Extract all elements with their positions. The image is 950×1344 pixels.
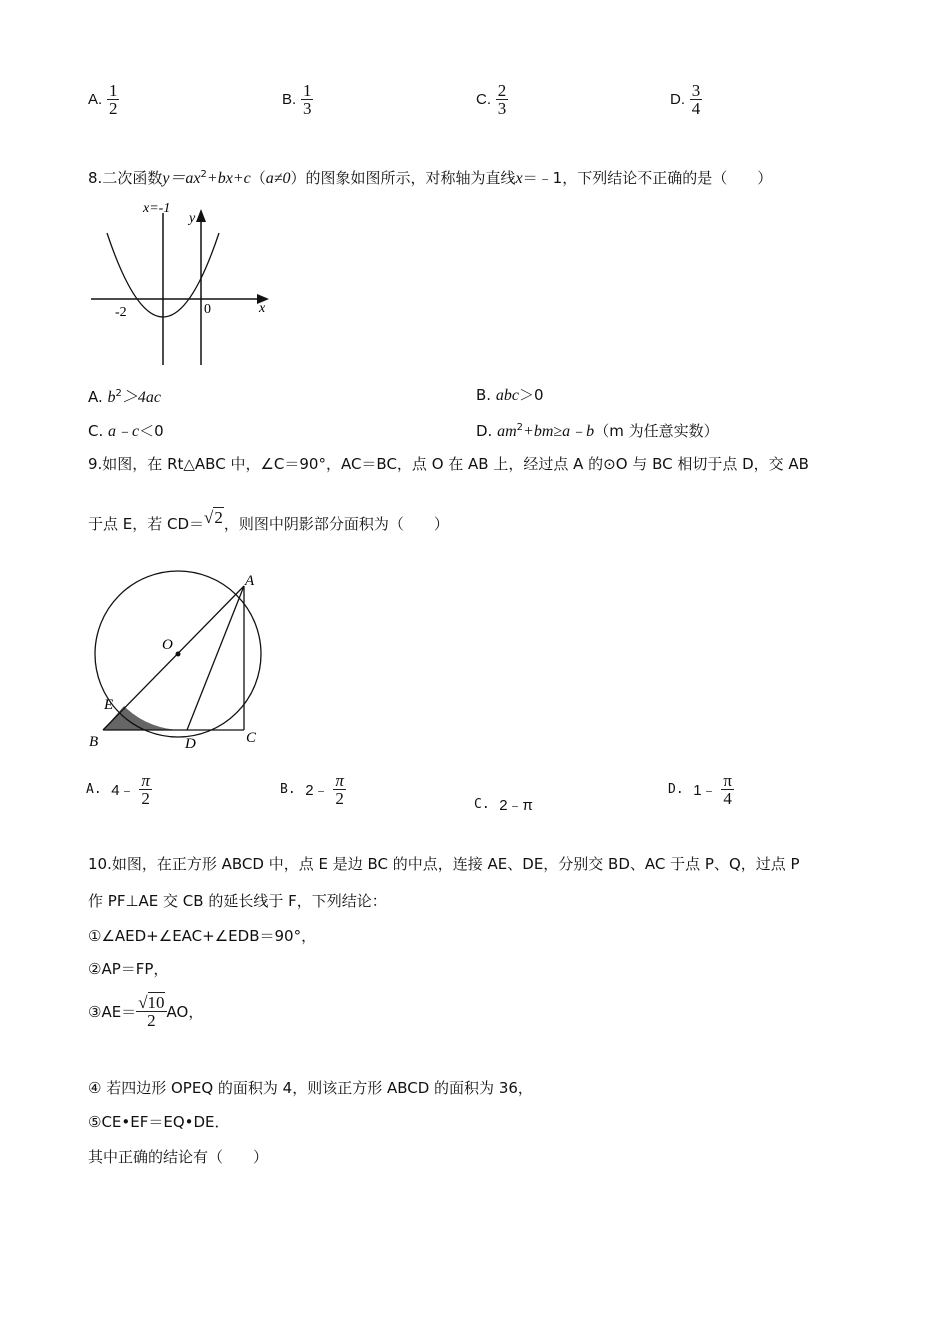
- option-label: C.: [476, 91, 491, 108]
- fraction: $\frac{\pi}{4}$: [723, 771, 732, 808]
- fraction: $\frac{\pi}{2}$: [141, 771, 150, 808]
- q7-option-d[interactable]: [670, 82, 702, 117]
- q10-claim-4: ④ 若四边形 OPEQ 的面积为 4，则该正方形 ABCD 的面积为 36，: [88, 1079, 533, 1097]
- q7-option-b[interactable]: [282, 82, 313, 117]
- option-label: D.: [670, 91, 685, 108]
- option-label: B.: [282, 91, 297, 108]
- sqrt-two: √2: [204, 508, 223, 527]
- svg-text:E: E: [104, 697, 114, 713]
- fraction: $\frac{1}{2}$: [108, 81, 118, 118]
- q8-option-b[interactable]: B. abc＞0: [476, 386, 544, 404]
- option-label: A.: [88, 91, 103, 108]
- q10-claim-5: ⑤CE•EF＝EQ•DE．: [88, 1113, 230, 1131]
- q8-option-a[interactable]: A. $b^2>4ac$: [88, 388, 162, 406]
- q7-option-a[interactable]: [88, 82, 119, 117]
- q9-stem-line2: 于点 E，若 CD＝√2，则图中阴影部分面积为（ ）: [88, 508, 449, 533]
- q7-option-c[interactable]: [476, 82, 508, 117]
- segment-ad: [187, 586, 244, 730]
- q8-option-c[interactable]: C. a﹣c＜0: [88, 422, 164, 440]
- symmetry-label: x=-1: [143, 201, 171, 216]
- y-label: y: [189, 211, 196, 226]
- x-label: x: [259, 301, 266, 316]
- svg-text:B: B: [89, 734, 99, 750]
- fraction: $\frac{3}{4}$: [691, 81, 701, 118]
- svg-text:D: D: [185, 736, 196, 752]
- svg-text:C: C: [246, 730, 257, 746]
- circle-triangle-figure: [85, 560, 275, 752]
- q10-claim-1: ①∠AED+∠EAC+∠EDB＝90°，: [88, 927, 317, 945]
- q10-stem-line1: 10.如图，在正方形 ABCD 中，点 E 是边 BC 的中点，连接 AE、DE，分别交 BD、AC 于点 P、Q，过点 P: [88, 855, 800, 873]
- origin-label: 0: [204, 302, 211, 317]
- q8-option-d[interactable]: D. $am^2+bm\ge a﹣b(m$ 为任意实数）: [476, 422, 719, 440]
- q10-ask: 其中正确的结论有（ ）: [88, 1148, 269, 1166]
- q10-claim-2: ②AP＝FP，: [88, 960, 169, 978]
- svg-text:O: O: [162, 637, 173, 653]
- fraction: $\frac{2}{3}$: [497, 81, 507, 118]
- q9-stem-line1: 9.如图，在 Rt△ABC 中，∠C＝90°，AC＝BC，点 O 在 AB 上，经过点 A 的⊙O 与 BC 相切于点 D，交 AB: [88, 455, 809, 473]
- q10-stem-line2: 作 PF⊥AE 交 CB 的延长线于 F，下列结论：: [88, 892, 387, 910]
- q9-option-c[interactable]: C. 2﹣π: [474, 797, 533, 814]
- q9-option-b[interactable]: B. 2﹣ $\frac{\pi}{2}$: [280, 771, 344, 808]
- minus-two-label: -2: [115, 305, 127, 320]
- svg-text:A: A: [245, 573, 255, 589]
- q8-stem: 8.二次函数$y=ax^2+bx+c(a\ne 0)$的图象如图所示，对称轴为直线x＝﹣1，下列结论不正确的是（ ）: [88, 169, 773, 187]
- y-axis-arrow: [196, 209, 206, 222]
- q10-claim-3: ③AE＝ $\frac{√10}{2}$ AO，: [88, 993, 204, 1030]
- fraction: $\frac{\pi}{2}$: [335, 771, 344, 808]
- center-point: [176, 652, 181, 657]
- fraction: $\frac{1}{3}$: [302, 81, 312, 118]
- segment-ab: [103, 586, 244, 730]
- fraction: $\frac{√10}{2}$: [138, 993, 165, 1030]
- parabola-figure: [85, 195, 285, 367]
- q9-option-a[interactable]: A. 4﹣ $\frac{\pi}{2}$: [86, 771, 150, 808]
- q9-option-d[interactable]: D. 1﹣ $\frac{\pi}{4}$: [668, 771, 732, 808]
